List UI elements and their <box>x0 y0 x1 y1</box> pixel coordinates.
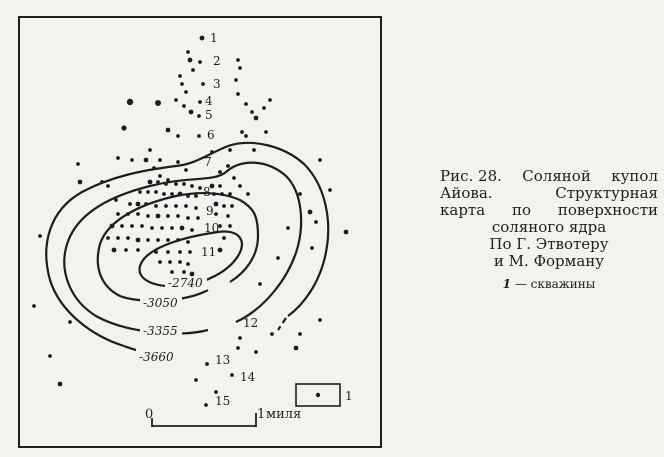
well-dot <box>226 164 230 168</box>
well-dot <box>190 184 194 188</box>
scale-bar <box>145 407 301 427</box>
well-dot <box>156 214 161 219</box>
well-dot <box>228 148 232 152</box>
well-dot <box>166 128 171 133</box>
well-labels <box>201 31 258 408</box>
well-dot <box>232 176 236 180</box>
well-dot <box>214 202 219 207</box>
well-dot <box>198 60 202 64</box>
well-dot <box>154 250 158 254</box>
well-dot <box>191 68 195 72</box>
well-dot <box>214 212 218 216</box>
well-dot <box>200 36 205 41</box>
well-dot <box>184 204 188 208</box>
well-dot <box>194 378 198 382</box>
caption-word-surface: поверхности <box>557 201 658 219</box>
caption-line-1 <box>440 168 658 185</box>
caption-word-on: по <box>512 201 532 219</box>
caption-line-5: По Г. Этвотеру <box>489 235 609 253</box>
well-dot <box>152 166 156 170</box>
well-label-14: 14 <box>240 370 256 384</box>
well-label-9: 9 <box>206 204 214 218</box>
well-dot <box>254 116 259 121</box>
well-dot <box>180 226 185 231</box>
well-dot <box>166 250 170 254</box>
well-dot <box>148 180 153 185</box>
well-dot <box>222 204 226 208</box>
well-dot <box>154 204 158 208</box>
well-dot <box>162 192 166 196</box>
contour-labels <box>139 276 203 364</box>
well-dot <box>182 270 186 274</box>
well-dot <box>244 134 248 138</box>
well-dot-large <box>127 99 133 105</box>
well-label-3: 3 <box>213 77 221 91</box>
well-dot <box>328 188 332 192</box>
well-dot <box>194 206 198 210</box>
well-dot <box>136 212 140 216</box>
well-dot <box>294 346 299 351</box>
well-dot <box>116 156 120 160</box>
contour-label-2740: -2740 <box>168 276 203 290</box>
well-dot <box>218 170 222 174</box>
well-dot <box>176 214 180 218</box>
contour-label-3355: -3355 <box>143 324 178 338</box>
well-dot <box>189 110 194 115</box>
well-label-1: 1 <box>210 31 218 45</box>
well-dot <box>230 373 234 377</box>
well-dot <box>212 192 216 196</box>
well-dot <box>344 230 349 235</box>
well-dot <box>182 104 186 108</box>
well-dot <box>198 186 202 190</box>
well-dot <box>174 182 178 186</box>
well-dot <box>238 184 242 188</box>
well-dot <box>160 226 164 230</box>
well-dot <box>78 180 83 185</box>
well-dot <box>148 148 152 152</box>
well-dot <box>218 248 223 253</box>
well-dot <box>156 180 160 184</box>
well-dot <box>236 92 240 96</box>
contour-3660-dashed <box>278 318 286 330</box>
well-dot <box>178 74 182 78</box>
well-dot <box>100 180 104 184</box>
well-dot <box>238 66 242 70</box>
well-dot <box>158 158 162 162</box>
scale-start-label: 0 <box>145 407 154 422</box>
well-dot <box>188 250 192 254</box>
well-dot <box>197 114 201 118</box>
well-dot <box>228 192 232 196</box>
well-dot <box>186 216 190 220</box>
well-dot <box>114 198 118 202</box>
well-dot <box>244 102 248 106</box>
well-dot <box>186 262 190 266</box>
well-dot <box>240 130 244 134</box>
well-dot <box>234 78 238 82</box>
well-dot <box>186 194 190 198</box>
well-dot <box>226 214 230 218</box>
well-dot <box>270 332 274 336</box>
well-dot <box>170 226 174 230</box>
figure-caption <box>440 168 658 293</box>
well-dot <box>228 224 232 228</box>
well-dot <box>236 346 240 350</box>
well-dot <box>126 212 130 216</box>
well-dot <box>144 202 148 206</box>
well-dot <box>176 238 180 242</box>
well-dot <box>138 190 142 194</box>
caption-fig-number: Рис. 28. <box>440 167 502 185</box>
well-dot <box>128 202 132 206</box>
well-dot <box>166 238 170 242</box>
well-dot <box>184 90 188 94</box>
well-label-11: 11 <box>201 245 217 259</box>
well-dot <box>112 248 117 253</box>
well-dot <box>156 238 160 242</box>
well-label-13: 13 <box>215 353 231 367</box>
well-dot <box>286 226 290 230</box>
well-dot <box>136 248 140 252</box>
well-dot <box>318 318 322 322</box>
well-dot <box>318 158 322 162</box>
well-dot <box>268 98 272 102</box>
well-dot <box>186 50 190 54</box>
well-dot <box>164 204 168 208</box>
well-dot <box>178 250 182 254</box>
well-dot <box>176 134 180 138</box>
well-dot <box>264 130 268 134</box>
well-label-2: 2 <box>213 54 221 68</box>
well-dot <box>298 332 302 336</box>
scale-unit-label: миля <box>266 407 302 422</box>
legend-well-dot <box>316 393 320 397</box>
well-dot <box>144 158 149 163</box>
well-dot <box>174 204 178 208</box>
caption-line-4: соляного ядра <box>491 218 607 236</box>
well-dot <box>178 192 183 197</box>
well-dot <box>154 190 158 194</box>
well-dot <box>186 240 190 244</box>
well-dot <box>110 224 115 229</box>
well-dot <box>205 362 209 366</box>
well-dot <box>201 82 205 86</box>
well-dot <box>220 192 224 196</box>
well-dot <box>48 354 52 358</box>
contour-lines <box>46 143 328 354</box>
well-dot <box>236 58 240 62</box>
well-dot <box>158 174 162 178</box>
caption-word-dome: купол <box>611 167 658 185</box>
well-dot <box>150 226 154 230</box>
well-dot <box>140 224 144 228</box>
well-dot <box>170 192 174 196</box>
well-dot <box>130 224 134 228</box>
well-dot <box>136 202 141 207</box>
well-dot-large <box>121 125 126 130</box>
well-dot <box>262 106 266 110</box>
well-dot <box>308 210 313 215</box>
well-dot <box>58 382 63 387</box>
well-dot <box>310 246 314 250</box>
well-dot <box>164 182 168 186</box>
well-dot <box>106 236 110 240</box>
well-dot-large <box>155 100 161 106</box>
well-dot <box>146 190 150 194</box>
well-dot <box>32 304 36 308</box>
caption-word-iowa: Айова. <box>440 184 493 202</box>
well-dot <box>180 82 184 86</box>
well-dot <box>166 214 170 218</box>
caption-line-6: и М. Форману <box>493 252 605 270</box>
well-dot <box>246 192 250 196</box>
well-dot <box>124 248 128 252</box>
well-dot <box>106 184 110 188</box>
well-dot <box>188 58 193 63</box>
well-dot <box>254 350 258 354</box>
well-dot <box>314 220 318 224</box>
well-dot <box>168 260 172 264</box>
well-dot <box>176 160 180 164</box>
well-dot <box>198 100 202 104</box>
well-dot <box>174 98 178 102</box>
well-dot <box>146 214 150 218</box>
well-dot <box>184 168 188 172</box>
well-label-4: 4 <box>205 94 213 108</box>
well-dot <box>194 194 198 198</box>
well-dot <box>197 134 201 138</box>
well-dot <box>298 192 302 196</box>
contour-label-3050: -3050 <box>143 296 178 310</box>
well-dot <box>196 216 200 220</box>
legend-number: 1 <box>345 389 353 403</box>
caption-legend-text: — скважины <box>511 277 596 291</box>
well-dot <box>130 158 134 162</box>
well-dot <box>190 228 194 232</box>
well-label-6: 6 <box>207 128 215 142</box>
well-label-7: 7 <box>204 155 212 169</box>
scale-end-label: 1 <box>257 407 266 422</box>
caption-line-2 <box>440 185 658 202</box>
caption-word-structural: Структурная <box>555 184 658 202</box>
well-dot <box>158 260 162 264</box>
contour-3660 <box>46 143 328 346</box>
well-dot <box>182 182 186 186</box>
contour-label-3660: -3660 <box>139 350 174 364</box>
well-dot <box>146 238 150 242</box>
well-dot <box>250 110 254 114</box>
well-label-15: 15 <box>215 394 231 408</box>
well-dot <box>276 256 280 260</box>
well-dot <box>38 234 42 238</box>
well-dot <box>238 336 242 340</box>
well-dot <box>210 150 214 154</box>
well-dot <box>120 224 124 228</box>
well-dot <box>166 178 170 182</box>
well-dot <box>116 236 120 240</box>
well-label-8: 8 <box>203 185 211 199</box>
well-dot <box>136 238 141 243</box>
caption-legend <box>440 276 658 293</box>
well-label-10: 10 <box>204 221 220 235</box>
well-dot <box>116 212 120 216</box>
well-dot <box>252 148 256 152</box>
well-dot <box>218 184 222 188</box>
well-dot <box>76 162 80 166</box>
well-dot <box>178 260 182 264</box>
well-label-5: 5 <box>205 108 213 122</box>
well-dot <box>68 320 72 324</box>
caption-word-salt: Соляной <box>522 167 591 185</box>
well-dot <box>126 236 130 240</box>
well-dot <box>170 270 174 274</box>
well-dot <box>222 236 226 240</box>
caption-line-3 <box>440 202 658 219</box>
well-dot <box>230 204 234 208</box>
caption-word-map: карта <box>440 201 486 219</box>
well-dot <box>204 403 208 407</box>
well-dot <box>258 282 262 286</box>
well-label-12: 12 <box>243 316 259 330</box>
legend <box>296 384 353 406</box>
caption-legend-number: 1 <box>502 277 511 291</box>
